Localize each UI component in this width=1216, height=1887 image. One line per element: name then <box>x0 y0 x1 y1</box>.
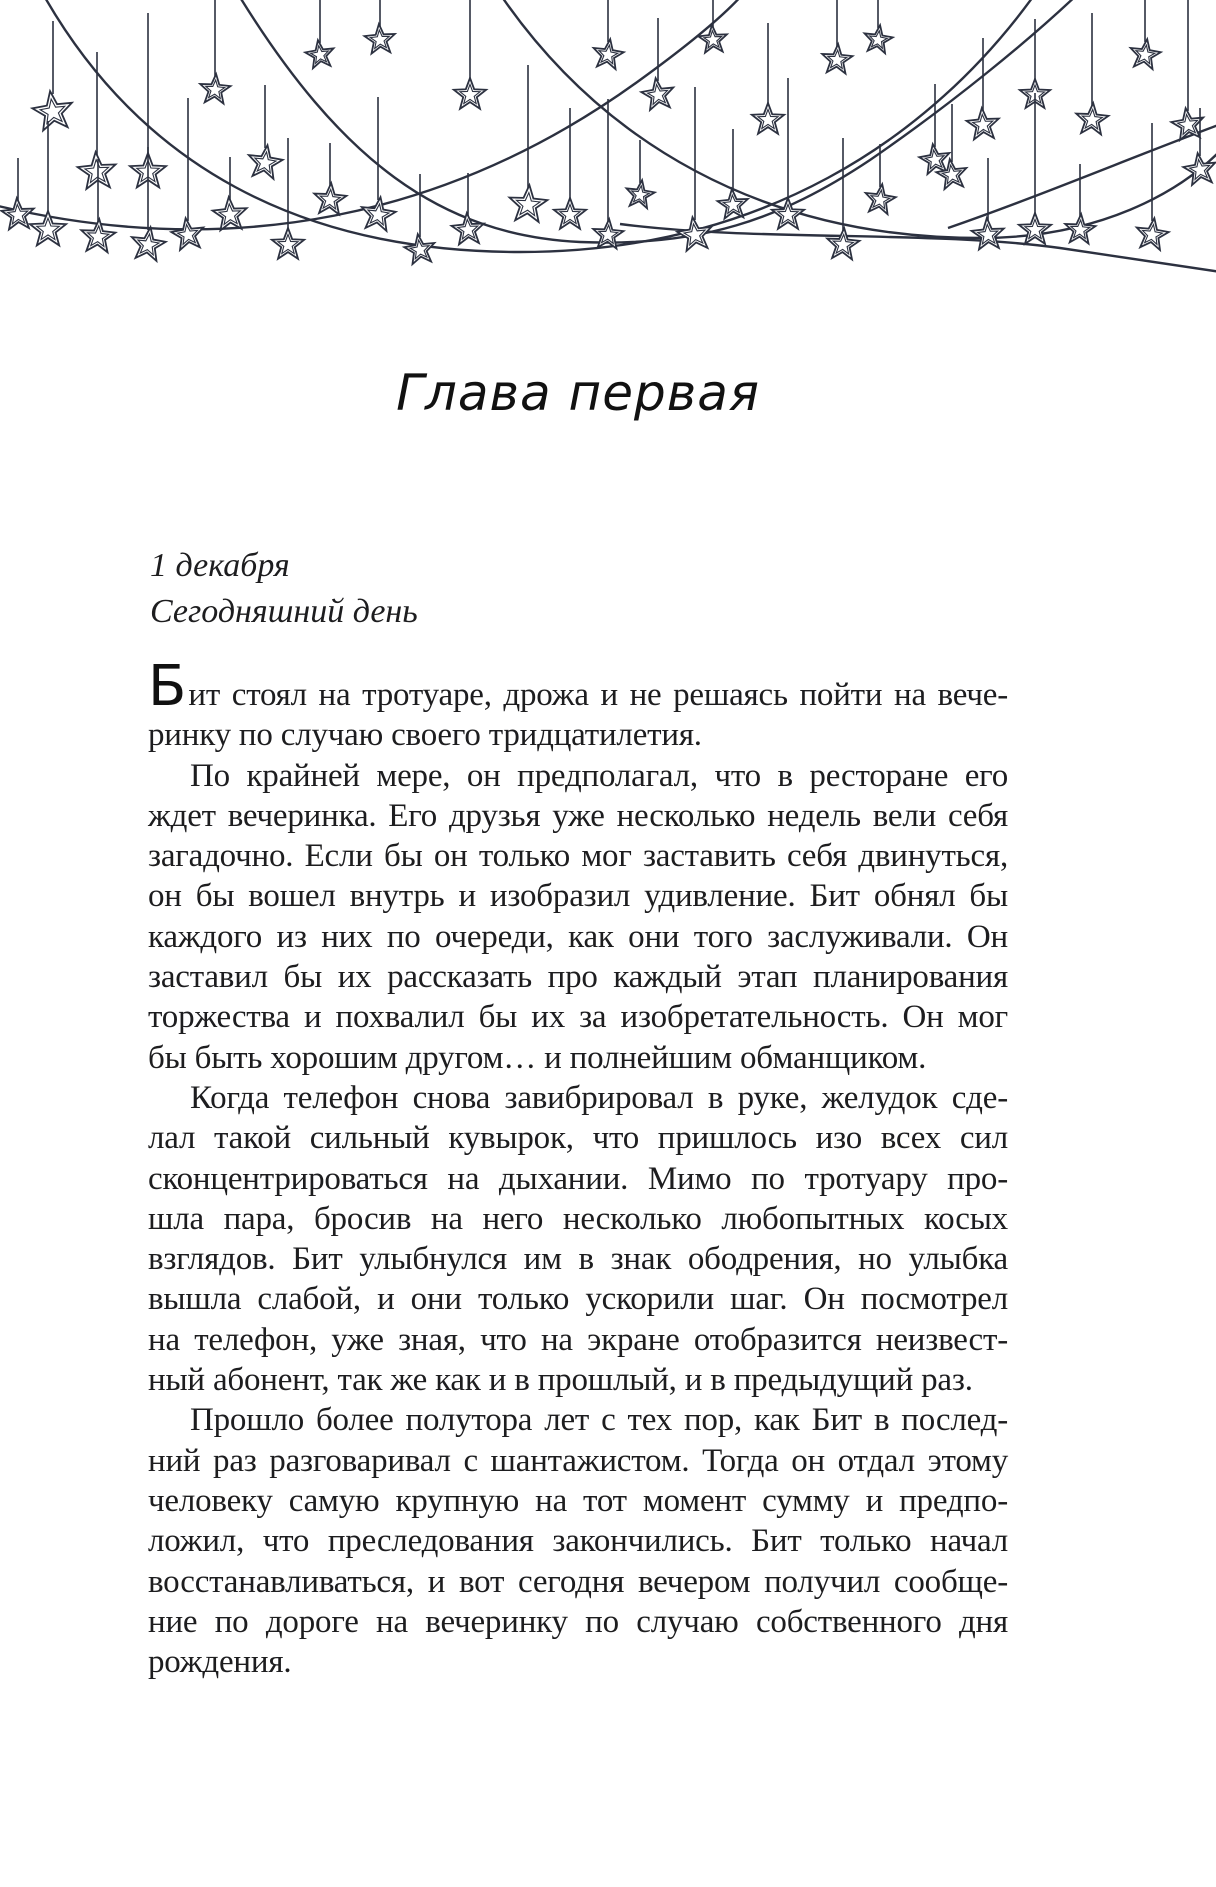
star-icon <box>451 173 485 245</box>
star-icon <box>821 0 853 74</box>
body-line: восстанавливаться, и вот сегодня вечером получил сообще- <box>148 1563 1008 1600</box>
star-icon <box>971 158 1005 250</box>
star-icon <box>698 0 728 53</box>
body-line-text: ит стоял на тротуаре, дрожа и не решаясь пойти на вече- <box>188 677 1008 713</box>
body-line: лал такой сильный кувырок, что пришлось изо всех сил <box>148 1120 1008 1157</box>
chapter-body <box>148 654 1008 1682</box>
star-icon <box>359 97 397 232</box>
star-icon <box>862 0 894 54</box>
body-line: заставил бы их рассказать про каждый этап планирования <box>148 959 1008 996</box>
star-icon <box>1134 123 1170 251</box>
star-icon <box>272 138 304 259</box>
star-icon <box>752 23 784 134</box>
body-line: человеку самую крупную на тот момент сумму и предпо- <box>148 1482 1008 1519</box>
star-icon <box>313 143 347 215</box>
body-line <box>148 654 1008 719</box>
epigraph <box>150 543 1010 635</box>
body-line: взглядов. Бит улыбнулся им в знак ободрения, но улыбка <box>148 1241 1008 1278</box>
star-icon <box>199 0 231 104</box>
initial-letter: Б <box>148 654 187 719</box>
star-icon <box>1019 93 1051 244</box>
body-line: на телефон, уже зная, что на экране отобразится неизвест- <box>148 1321 1008 1358</box>
star-icon <box>676 87 714 252</box>
star-icon <box>364 0 396 54</box>
star-icon <box>591 0 625 70</box>
star-icon <box>77 52 117 189</box>
body-line: загадочно. Если бы он только мог заставить себя двинуться, <box>148 838 1008 875</box>
star-icon <box>717 129 749 219</box>
star-icon <box>212 157 248 231</box>
body-line: рождения. <box>148 1644 292 1681</box>
star-icon <box>1075 13 1109 135</box>
body-line: ждет вечеринка. Его друзья уже несколько недель вели себя <box>148 797 1008 834</box>
star-icon <box>508 65 548 222</box>
star-icon <box>826 138 860 260</box>
star-garland-decoration <box>0 0 1216 275</box>
body-line: шла пара, бросив на него несколько любопытных косых <box>148 1200 1008 1237</box>
body-line: По крайней мере, он предполагал, что в ресторане его <box>190 757 1008 794</box>
star-icon <box>1064 164 1096 244</box>
body-line: ринку по случаю своего тридцатилетия. <box>148 717 702 754</box>
star-icon <box>918 84 952 175</box>
star-icon <box>1 158 35 230</box>
star-icon <box>624 140 656 209</box>
star-icon <box>304 0 336 69</box>
body-line: ный абонент, так же как и в прошлый, и в предыдущий раз. <box>148 1362 973 1399</box>
star-icon <box>935 104 969 190</box>
star-icon <box>640 18 676 111</box>
star-icon <box>30 21 75 132</box>
body-line: каждого из них по очереди, как они того заслуживали. Он <box>148 918 1008 955</box>
body-line: сконцентрироваться на дыхании. Мимо по тротуару про- <box>148 1160 1008 1197</box>
star-icon <box>1128 0 1162 70</box>
body-line: ние по дороге на вечеринку по случаю собственного дня <box>148 1603 1008 1640</box>
body-line: он бы вошел внутрь и изобразил удивление. Бит обнял бы <box>148 878 1008 915</box>
star-icon <box>966 38 1000 140</box>
star-icon <box>129 147 167 262</box>
star-icon <box>246 85 284 180</box>
body-line: вышла слабой, и они только ускорили шаг. Он посмотрел <box>148 1281 1008 1318</box>
star-icon <box>30 121 66 245</box>
body-line: Прошло более полутора лет с тех пор, как Бит в послед- <box>190 1402 1008 1439</box>
star-icon <box>170 98 206 251</box>
body-line: бы быть хорошим другом… и полнейшим обманщиком. <box>148 1039 927 1076</box>
chapter-title: Глава первая <box>396 364 760 422</box>
garland-stars <box>1 0 1216 265</box>
star-icon <box>554 108 586 229</box>
body-line: ний раз разговаривал с шантажистом. Тогда он отдал этому <box>148 1442 1008 1479</box>
body-line: ложил, что преследования закончились. Бит только начал <box>148 1523 1008 1560</box>
body-line: торжества и похвалил бы их за изобретательность. Он мог <box>148 999 1008 1036</box>
epigraph-subtitle: Сегодняшний день <box>150 593 418 630</box>
star-icon <box>454 0 486 109</box>
epigraph-date: 1 декабря <box>150 547 290 584</box>
body-line: Когда телефон снова завибрировал в руке, желудок сде- <box>190 1079 1008 1116</box>
